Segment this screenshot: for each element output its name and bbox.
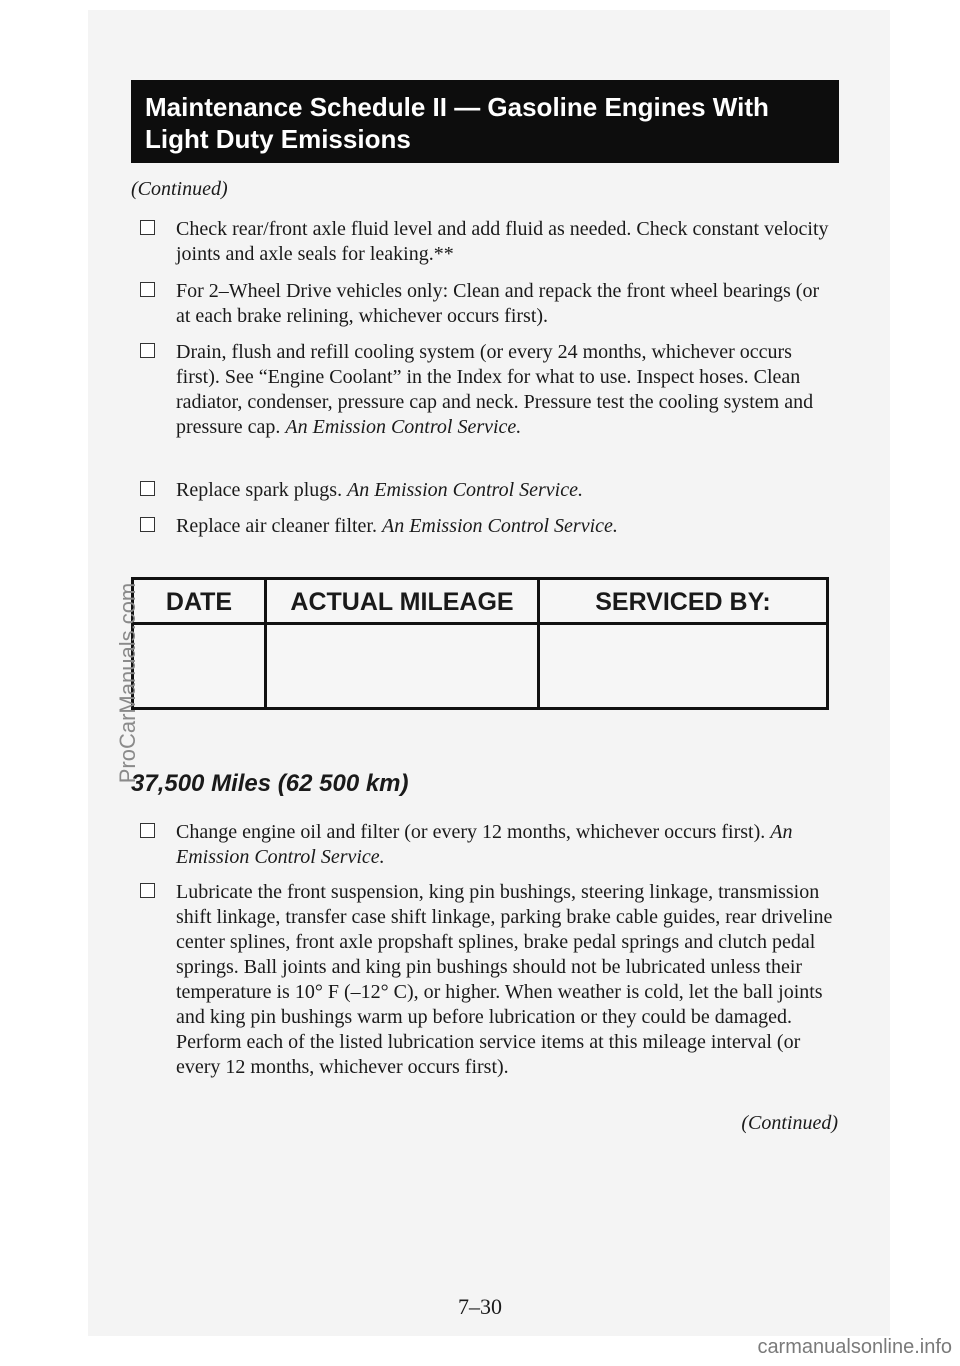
emission-control-note: An Emission Control Service.	[176, 821, 793, 868]
continued-label-bottom: (Continued)	[741, 1112, 838, 1134]
checkbox-icon[interactable]	[140, 220, 155, 235]
continued-label-top: (Continued)	[131, 178, 228, 200]
checklist-item-text: Replace spark plugs.	[176, 479, 343, 501]
emission-control-note: An Emission Control Service.	[382, 515, 618, 537]
emission-control-note: An Emission Control Service.	[347, 479, 583, 501]
checkbox-icon[interactable]	[140, 823, 155, 838]
checkbox-icon[interactable]	[140, 343, 155, 358]
section-title-line-2: Light Duty Emissions	[145, 124, 411, 154]
mileage-interval-heading: 37,500 Miles (62 500 km)	[131, 770, 409, 797]
checkbox-icon[interactable]	[140, 282, 155, 297]
service-record-header-row	[134, 580, 826, 625]
section-title-banner	[131, 80, 839, 163]
checklist-item-text: Check rear/front axle fluid level and add fluid as needed. Check constant velocity joints and axle seals for leaking.**	[176, 218, 829, 265]
checklist-item-text: Change engine oil and filter (or every 12 months, whichever occurs first).	[176, 821, 766, 843]
serviced-by-entry-cell[interactable]	[540, 625, 826, 707]
page-number: 7–30	[458, 1294, 502, 1319]
emission-control-note: An Emission Control Service.	[285, 416, 522, 438]
header-serviced-by: SERVICED BY:	[595, 588, 771, 616]
watermark-vertical	[113, 548, 143, 818]
watermark-vertical-text: ProCarManuals.com	[115, 582, 140, 784]
header-actual-mileage: ACTUAL MILEAGE	[290, 588, 514, 616]
checklist-item-text: Lubricate the front suspension, king pin bushings, steering linkage, transmission shift linkage, transfer case shift linkage, parking brake cable guides, rear driveline center splines, front axle propshaft splines, brake pedal springs and clutch pedal springs. Ball joints and king pin bushings should not be lubricated unless their temperature is 10° F (–12° C), or higher. When weather is cold, let the ball joints and king pin bushings warm up before lubrication or they could be damaged. Perform each of the listed lubrication service items at this mileage interval (or every 12 months, whichever occurs first).	[176, 881, 833, 1078]
mileage-entry-cell[interactable]	[267, 625, 537, 707]
checkbox-icon[interactable]	[140, 517, 155, 532]
watermark-bottom: carmanualsonline.info	[757, 1336, 952, 1358]
header-date: DATE	[165, 588, 233, 616]
checklist-item-text: Drain, flush and refill cooling system (or every 24 months, whichever occurs first). See “Engine Coolant” in the Index for what to use. Inspect hoses. Clean radiator, condenser, pressure cap and neck. Pressure test the cooling system and pressure cap.	[176, 341, 814, 438]
section-title-line-1: Maintenance Schedule II — Gasoline Engines With	[145, 92, 769, 122]
service-record-table	[131, 577, 829, 710]
checklist-item-text: For 2–Wheel Drive vehicles only: Clean and repack the front wheel bearings (or at each brake relining, whichever occurs first).	[176, 280, 820, 327]
checklist-item-text: Replace air cleaner filter.	[176, 515, 377, 537]
checkbox-icon[interactable]	[140, 481, 155, 496]
checkbox-icon[interactable]	[140, 883, 155, 898]
date-entry-cell[interactable]	[134, 625, 264, 707]
